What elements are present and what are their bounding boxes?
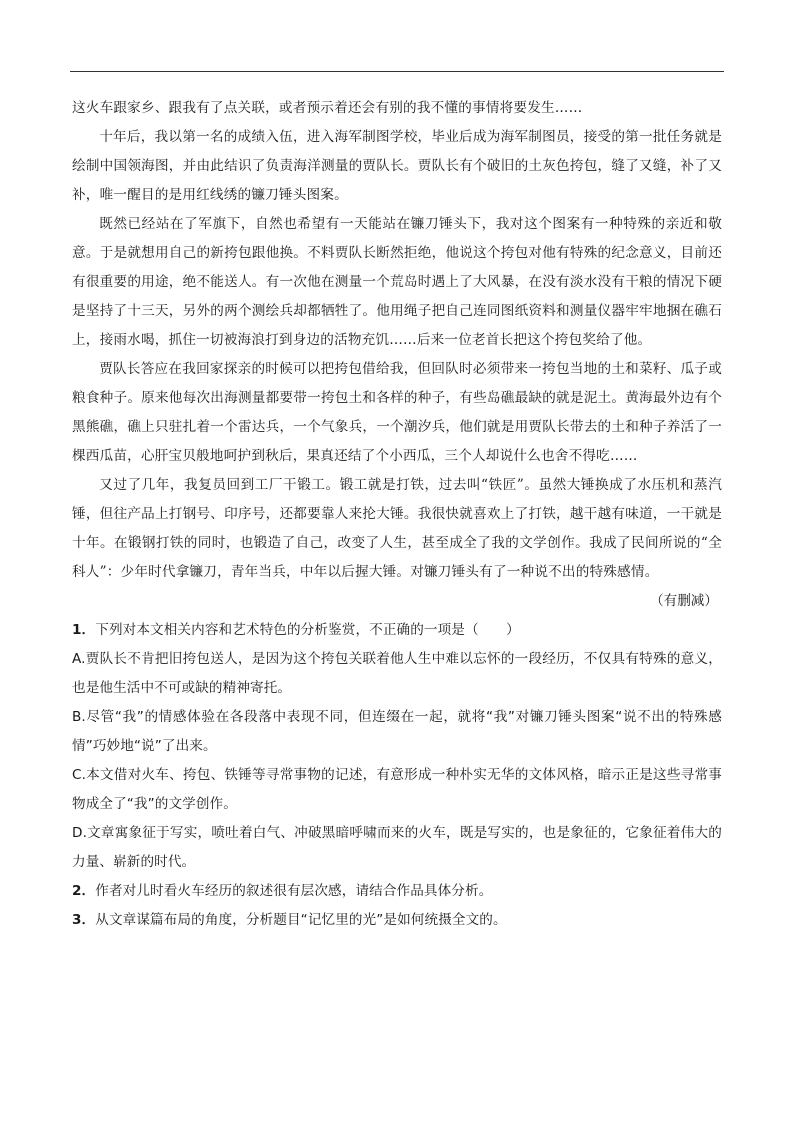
question-2 xyxy=(72,877,722,906)
question-text: 作者对儿时看火车经历的叙述很有层次感，请结合作品具体分析。 xyxy=(95,883,493,899)
option-a xyxy=(72,645,722,703)
question-text: 从文章谋篇布局的角度，分析题目“记忆里的光”是如何统摄全文的。 xyxy=(95,912,507,928)
questions-section xyxy=(72,616,722,935)
paragraph-2: 既然已经站在了军旗下，自然也希望有一天能站在镰刀锤头下，我对这个图案有一种特殊的亲近和敬意。于是就想用自己的新挎包跟他换。不料贾队长断然拒绝，他说这个挎包对他有特殊的纪念意义，目前还有很重要的用途，绝不能送人。有一次他在测量一个荒岛时遇上了大风暴，在没有淡水没有干粮的情况下硬是坚持了十三天，另外的两个测绘兵却都牺牲了。他用绳子把自己连同图纸资料和测量仪器牢牢地捆在礁石上，接雨水喝，抓住一切被海浪打到身边的活物充饥……后来一位老首长把这个挎包奖给了他。 xyxy=(72,216,722,348)
question-3 xyxy=(72,906,722,935)
option-label: C. xyxy=(72,767,87,783)
question-text: 下列对本文相关内容和艺术特色的分析鉴赏，不正确的一项是（ ） xyxy=(95,622,520,638)
paragraph-3: 贾队长答应在我回家探亲的时候可以把挎包借给我，但回队时必须带来一挎包当地的土和菜籽、瓜子或粮食种子。原来他每次出海测量都要带一挎包土和各样的种子，有些岛礁最缺的就是泥土。黄海最外边有个黑熊礁，礁上只驻扎着一个雷达兵，一个气象兵，一个潮汐兵，他们就是用贾队长带去的土和种子养活了一棵西瓜苗，心肝宝贝般地呵护到秋后，果真还结了个小西瓜，三个人却说什么也舍不得吃…… xyxy=(72,361,722,464)
option-label: B. xyxy=(72,709,86,725)
option-c xyxy=(72,761,722,819)
paragraph-0: 这火车跟家乡、跟我有了点关联，或者预示着还会有别的我不懂的事情将要发生…… xyxy=(72,100,583,116)
source-note: （有删减） xyxy=(650,593,718,609)
question-number: 2． xyxy=(72,883,96,899)
option-b xyxy=(72,703,722,761)
question-number: 3． xyxy=(72,912,96,928)
paragraph-1: 十年后，我以第一名的成绩入伍，进入海军制图学校，毕业后成为海军制图员，接受的第一批任务就是绘制中国领海图，并由此结识了负责海洋测量的贾队长。贾队长有个破旧的土灰色挎包，缝了又缝，补了又补，唯一醒目的是用红线绣的镰刀锤头图案。 xyxy=(72,129,722,203)
option-text: 本文借对火车、挎包、铁锤等寻常事物的记述，有意形成一种朴实无华的文体风格，暗示正是这些寻常事物成全了“我”的文学创作。 xyxy=(72,767,722,812)
option-d xyxy=(72,819,722,877)
question-1 xyxy=(72,616,722,645)
option-text: 尽管“我”的情感体验在各段落中表现不同，但连缀在一起，就将“我”对镰刀锤头图案“说不出的特殊感情”巧妙地“说”了出来。 xyxy=(72,709,722,754)
document-body xyxy=(72,94,722,935)
header-rule xyxy=(70,71,724,72)
option-text: 贾队长不肯把旧挎包送人，是因为这个挎包关联着他人生中难以忘怀的一段经历，不仅具有特殊的意义，也是他生活中不可或缺的精神寄托。 xyxy=(72,651,722,696)
option-label: D. xyxy=(72,825,87,841)
option-label: A. xyxy=(72,651,86,667)
question-number: 1． xyxy=(72,622,96,638)
paragraph-4: 又过了几年，我复员回到工厂干锻工。锻工就是打铁，过去叫“铁匠”。虽然大锤换成了水压机和蒸汽锤，但往产品上打钢号、印序号，还都要靠人来抡大锤。我很快就喜欢上了打铁，越干越有味道，一干就是十年。在锻钢打铁的同时，也锻造了自己，改变了人生，甚至成全了我的文学创作。我成了民间所说的“全科人”：少年时代拿镰刀，青年当兵，中年以后握大锤。对镰刀锤头有了一种说不出的特殊感情。 xyxy=(72,477,722,580)
option-text: 文章寓象征于写实，喷吐着白气、冲破黑暗呼啸而来的火车，既是写实的，也是象征的，它象征着伟大的力量、崭新的时代。 xyxy=(72,825,722,870)
